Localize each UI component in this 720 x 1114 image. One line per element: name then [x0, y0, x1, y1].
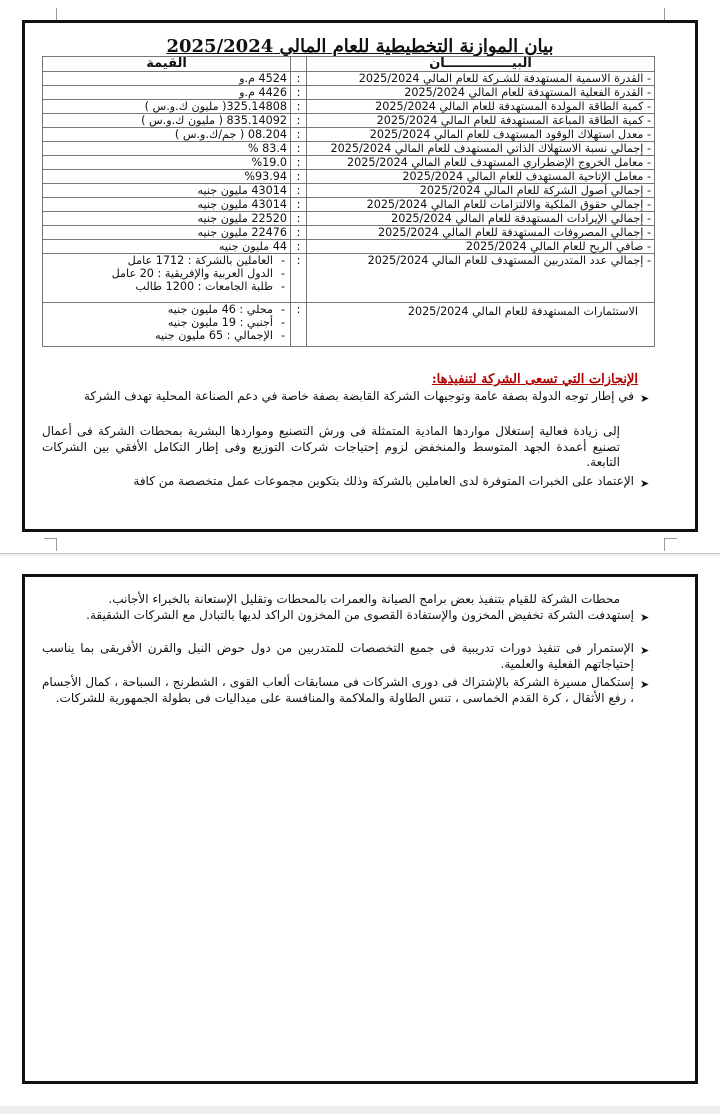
budget-table [42, 56, 655, 347]
row-separator: : [291, 142, 307, 156]
row-description: - معامل الإتاحية المستهدف للعام المالي 2025/2024 [307, 170, 655, 184]
row-separator: : [291, 226, 307, 240]
achievements-heading: الإنجازات التي تسعى الشركة لتنفيذها: [431, 372, 638, 387]
header-value: القيمة [43, 57, 291, 72]
row-value: 43014 مليون جنيه [43, 184, 291, 198]
table-row [43, 212, 655, 226]
arrow-bullet-icon: ➤ [640, 477, 650, 490]
table-row [43, 156, 655, 170]
row-separator: : [291, 86, 307, 100]
arrow-bullet-icon: ➤ [640, 392, 650, 405]
row-description: - معامل الخروج الإضطراري المستهدف للعام المالي 2025/2024 [307, 156, 655, 170]
row-description: - إجمالي نسبة الاستهلاك الذاتي المستهدف للعام المالي 2025/2024 [307, 142, 655, 156]
page-title: بيان الموازنة التخطيطية للعام المالي 2025/2024 [166, 36, 554, 57]
row-value: %93.94 [43, 170, 291, 184]
row-separator: : [291, 198, 307, 212]
row-description: الاستثمارات المستهدفة للعام المالي 2025/2024 [307, 303, 655, 347]
table-row [43, 254, 655, 303]
row-description: - كمية الطاقة المباعة المستهدفة للعام المالي 2025/2024 [307, 114, 655, 128]
list-item: - الإجمالي : 65 مليون جنيه [46, 329, 273, 342]
row-separator: : [291, 240, 307, 254]
paragraph: الإعتماد على الخبرات المتوفرة لدى العاملين بالشركة وذلك بتكوين مجموعات عمل متخصصة من كافة [133, 474, 634, 488]
row-value: 835.14092 ( مليون ك.و.س ) [43, 114, 291, 128]
row-description: - كمية الطاقة المولدة المستهدفة للعام المالي 2025/2024 [307, 100, 655, 114]
row-value [43, 254, 291, 303]
table-row [43, 184, 655, 198]
row-value: %19.0 [43, 156, 291, 170]
page-2 [0, 556, 720, 1106]
row-description: - صافي الربح للعام المالي 2025/2024 [307, 240, 655, 254]
row-separator: : [291, 303, 307, 347]
arrow-bullet-icon: ➤ [640, 678, 650, 691]
table-row [43, 86, 655, 100]
row-separator: : [291, 100, 307, 114]
row-separator: : [291, 128, 307, 142]
list-item: - طلبة الجامعات : 1200 طالب [46, 280, 273, 293]
row-separator: : [291, 156, 307, 170]
row-description: - القدرة الفعلية المستهدفة للعام المالي 2025/2024 [307, 86, 655, 100]
header-separator [291, 57, 307, 72]
list-item: - أجنبي : 19 مليون جنيه [46, 316, 273, 329]
row-description: - إجمالي المصروفات المستهدفة للعام المالي 2025/2024 [307, 226, 655, 240]
row-value: 22476 مليون جنيه [43, 226, 291, 240]
page-1 [0, 0, 720, 554]
row-value: 08.204 ( جم/ك.و.س ) [43, 128, 291, 142]
list-item: - العاملين بالشركة : 1712 عامل [46, 254, 273, 267]
list-item: - الدول العربية والإفريقية : 20 عامل [46, 267, 273, 280]
row-value: 44 مليون جنيه [43, 240, 291, 254]
table-row [43, 303, 655, 347]
table-row [43, 142, 655, 156]
paragraph: إستهدفت الشركة تخفيض المخزون والإستفادة القصوى من المخزون الراكد لديها بالتبادل مع الشركات الشقيقة. [86, 608, 634, 622]
table-body [43, 72, 655, 347]
row-value: 325.14808( مليون ك.و.س ) [43, 100, 291, 114]
paragraph: إستكمال مسيرة الشركة بالإشتراك فى دورى الشركات فى مسابقات ألعاب القوى ، الشطرنج ، السباحة ، كمال الأجسام ، رفع الأثقال ، كرة القدم الخماسى ، تنس الطاولة والملاكمة والمنافسة على ميداليات فى بطولة الجمهورية للشركات. [42, 675, 634, 705]
table-row [43, 226, 655, 240]
row-value: 43014 مليون جنيه [43, 198, 291, 212]
table-row [43, 114, 655, 128]
trainees-list [46, 254, 287, 293]
crop-mark [44, 538, 57, 551]
row-separator: : [291, 114, 307, 128]
row-description: - إجمالي أصول الشركة للعام المالي 2025/2024 [307, 184, 655, 198]
paragraph: محطات الشركة للقيام بتنفيذ بعض برامج الصيانة والعمرات بالمحطات وتقليل الإستعانة بالخبراء الأجانب. [108, 592, 620, 606]
header-description: البيـــــــــــــــان [307, 57, 655, 72]
row-separator: : [291, 254, 307, 303]
row-value: 22520 مليون جنيه [43, 212, 291, 226]
row-separator: : [291, 212, 307, 226]
table-row [43, 128, 655, 142]
table-header-row [43, 57, 655, 72]
row-description: - القدرة الاسمية المستهدفة للشـركة للعام المالي 2025/2024 [307, 72, 655, 86]
table-row [43, 240, 655, 254]
row-value: 83.4 % [43, 142, 291, 156]
table-row [43, 72, 655, 86]
paragraph: الإستمرار فى تنفيذ دورات تدريبية فى جميع التخصصات للمتدربين من دول حوض النيل والقرن الأفريقى بما يناسب إحتياجاتهم الفعلية والعلمية. [42, 641, 634, 671]
row-separator: : [291, 170, 307, 184]
table-row [43, 198, 655, 212]
row-description: - إجمالي الإيرادات المستهدفة للعام المالي 2025/2024 [307, 212, 655, 226]
row-separator: : [291, 184, 307, 198]
paragraph: إلى زيادة فعالية إستغلال مواردها المادية المتمثلة فى ورش التصنيع ومواردها البشرية بمحطات الشركة فى أعمال تصنيع أعمدة الجهد المتوسط والمنخفض لزوم إحتياجات شركات التوزيع وفى إطار التكامل الأفقي بين الشركات التابعة. [42, 424, 620, 469]
arrow-bullet-icon: ➤ [640, 644, 650, 657]
crop-mark [664, 538, 677, 551]
row-value: 4426 م.و [43, 86, 291, 100]
row-description: - معدل استهلاك الوقود المستهدف للعام المالي 2025/2024 [307, 128, 655, 142]
row-value [43, 303, 291, 347]
paragraph: في إطار توجه الدولة بصفة عامة وتوجيهات الشركة القابضة بصفة خاصة في دعم الصناعة المحلية تهدف الشركة [83, 389, 634, 403]
table-row [43, 170, 655, 184]
investments-list [46, 303, 287, 342]
arrow-bullet-icon: ➤ [640, 611, 650, 624]
row-separator: : [291, 72, 307, 86]
table-row [43, 100, 655, 114]
row-description: - إجمالي عدد المتدربين المستهدف للعام المالي 2025/2024 [307, 254, 655, 303]
row-description: - إجمالي حقوق الملكية والالتزامات للعام المالي 2025/2024 [307, 198, 655, 212]
list-item: - محلي : 46 مليون جنيه [46, 303, 273, 316]
row-value: 4524 م.و [43, 72, 291, 86]
